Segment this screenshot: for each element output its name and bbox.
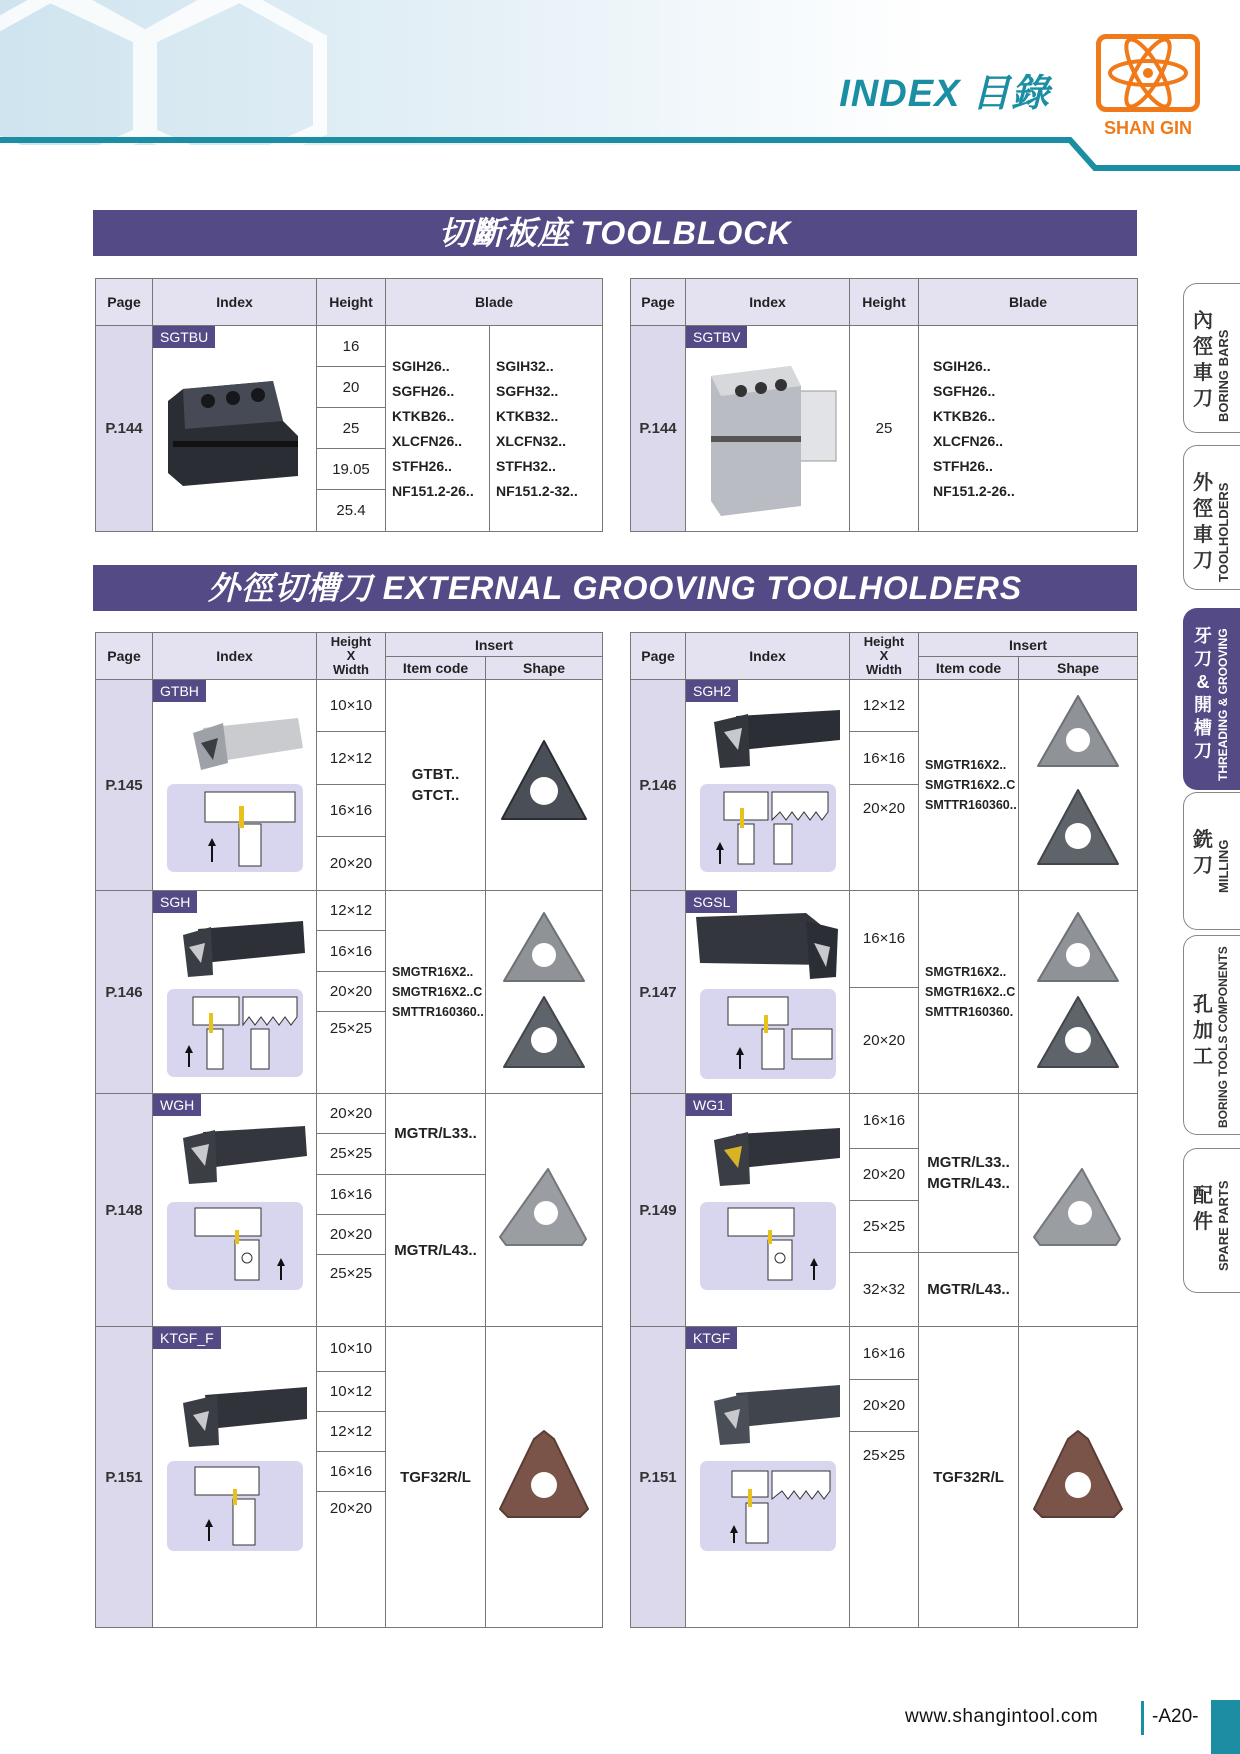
insert-codes — [919, 680, 1019, 891]
blade-list — [919, 326, 1138, 532]
tgf-insert-icon — [1028, 1425, 1128, 1525]
size-value: 25×25 — [850, 1431, 919, 1627]
size-value: 16×16 — [317, 1451, 386, 1491]
toolblock-sgtbu-image — [163, 381, 308, 491]
ktgf-diagram — [700, 1461, 836, 1551]
side-tab-en-label: MILLING — [1216, 839, 1231, 893]
col-header-height-width — [850, 633, 919, 680]
size-value: 20×20 — [317, 1492, 386, 1628]
insert-shape-cell — [486, 1327, 603, 1628]
blade-code: SGFH26.. — [933, 382, 996, 399]
size-value: 12×12 — [317, 891, 386, 931]
blade-code: STFH26.. — [392, 457, 452, 474]
col-header-blade: Blade — [386, 279, 603, 326]
blade-code: SGIH26.. — [933, 357, 991, 374]
index-cell-gtbh — [153, 680, 317, 891]
index-cell-wg1 — [686, 1094, 850, 1327]
index-title: INDEX 目錄 — [839, 73, 1050, 115]
grooving-banner: 外徑切槽刀 EXTERNAL GROOVING TOOLHOLDERS — [93, 565, 1137, 611]
side-tab-zh-label: 內徑車刀 — [1193, 310, 1213, 410]
col-header-height: Height — [850, 279, 919, 326]
side-tab-boring-bars[interactable] — [1183, 283, 1240, 433]
page-header — [0, 0, 1240, 175]
size-value: 12×12 — [317, 1411, 386, 1451]
size-value: 20×20 — [850, 784, 919, 891]
insert-shape-cell — [1019, 1327, 1138, 1628]
sgsl-holder-image — [696, 913, 841, 983]
insert-code: SMGTR16X2..C — [925, 778, 1016, 793]
side-tab-zh-label: 孔加工 — [1193, 994, 1213, 1068]
insert-codes — [386, 1094, 486, 1174]
ktgf-f-holder-image — [183, 1385, 308, 1449]
side-tab-spare-parts[interactable] — [1183, 1148, 1240, 1293]
col-header-blade: Blade — [919, 279, 1138, 326]
blade-list-26 — [386, 326, 490, 532]
header-line: Width — [866, 662, 902, 678]
insert-code: TGF32R/L — [933, 1468, 1004, 1486]
col-header-index: Index — [153, 633, 317, 680]
page-ref: P.146 — [631, 680, 686, 891]
size-value: 12×12 — [317, 732, 386, 784]
side-tab-en-label: THREADING & GROOVING — [1216, 628, 1230, 781]
machining-diagram-icon — [700, 989, 836, 1079]
height-value: 16 — [317, 326, 386, 367]
side-tab-en-label: SPARE PARTS — [1216, 1180, 1231, 1271]
triangle-insert-pair-icon — [496, 905, 592, 1075]
col-header-height: Height — [317, 279, 386, 326]
machining-diagram-icon — [700, 784, 836, 872]
insert-codes — [386, 1327, 486, 1628]
triangle-insert-pair-icon — [1030, 688, 1126, 878]
size-value: 25×25 — [317, 1134, 386, 1174]
blade-code: NF151.2-26.. — [392, 482, 474, 499]
toolblock-banner: 切斷板座 TOOLBLOCK — [93, 210, 1137, 256]
machining-diagram-icon — [700, 1202, 836, 1290]
col-header-index: Index — [686, 279, 850, 326]
header-line: X — [879, 648, 889, 664]
insert-code: MGTR/L43.. — [927, 1175, 1010, 1193]
header-line: X — [346, 648, 356, 664]
col-header-shape: Shape — [486, 657, 603, 680]
side-tab-zh-label: 外徑車刀 — [1193, 472, 1213, 572]
wg1-diagram — [700, 1202, 836, 1290]
size-value: 25×25 — [317, 1011, 386, 1093]
model-tag: WG1 — [686, 1094, 732, 1116]
grooving-table-right — [630, 632, 1138, 1628]
col-header-insert: Insert — [919, 633, 1138, 657]
index-cell-ktgf — [686, 1327, 850, 1628]
insert-codes — [919, 1253, 1019, 1327]
header-line: Height — [330, 634, 372, 650]
insert-code: GTCT.. — [411, 787, 460, 805]
size-value: 20×20 — [850, 1148, 919, 1200]
size-value: 16×16 — [317, 784, 386, 836]
footer-accent-bar — [1211, 1700, 1240, 1754]
side-tab-en-label: TOOLHOLDERS — [1216, 482, 1231, 582]
col-header-item-code: Item code — [386, 657, 486, 680]
index-cell-wgh — [153, 1094, 317, 1327]
shan-gin-logo — [1096, 34, 1200, 112]
col-header-page: Page — [631, 279, 686, 326]
blade-code: XLCFN32.. — [496, 432, 567, 449]
page-ref: P.151 — [631, 1327, 686, 1628]
insert-code: TGF32R/L — [400, 1468, 471, 1486]
size-value: 16×16 — [850, 1094, 919, 1148]
blade-code: SGIH26.. — [392, 357, 450, 374]
col-header-item-code: Item code — [919, 657, 1019, 680]
insert-code: MGTR/L33.. — [394, 1125, 477, 1143]
insert-shape-cell — [486, 680, 603, 891]
blade-code: NF151.2-26.. — [933, 482, 1015, 499]
side-tab-milling[interactable] — [1183, 792, 1240, 930]
wgh-holder-image — [183, 1122, 308, 1187]
page-ref: P.151 — [96, 1327, 153, 1628]
size-value: 16×16 — [317, 931, 386, 971]
ktgf-holder-image — [714, 1383, 842, 1447]
tgf-insert-icon — [494, 1425, 594, 1525]
insert-shape-cell — [486, 891, 603, 1094]
gtbh-diagram — [167, 784, 303, 872]
col-header-height-width — [317, 633, 386, 680]
insert-codes — [919, 891, 1019, 1094]
insert-code: SMGTR16X2..C — [925, 985, 1016, 1000]
footer-divider — [1141, 1701, 1144, 1735]
side-tab-toolholders[interactable] — [1183, 445, 1240, 590]
page-ref: P.146 — [96, 891, 153, 1094]
blade-code: SGIH32.. — [496, 357, 554, 374]
index-cell-sgh2 — [686, 680, 850, 891]
side-tab-en-label: BORING BARS — [1216, 329, 1231, 422]
size-value: 20×20 — [850, 1379, 919, 1431]
machining-diagram-icon — [700, 1461, 836, 1551]
side-tab-threading-grooving[interactable] — [1183, 608, 1240, 790]
insert-code: MGTR/L43.. — [927, 1281, 1010, 1299]
header-decoration — [0, 0, 1240, 175]
height-value: 25.4 — [317, 490, 386, 532]
size-value: 20×20 — [850, 987, 919, 1094]
insert-code: SMTTR160360. — [925, 1005, 1014, 1020]
insert-code: MGTR/L33.. — [927, 1154, 1010, 1172]
side-tab-en-label: BORING TOOLS COMPONENTS — [1216, 946, 1230, 1128]
model-tag: SGH2 — [686, 680, 738, 702]
index-cell-sgtbv — [686, 326, 850, 532]
height-value: 20 — [317, 367, 386, 408]
blade-list-32 — [490, 326, 603, 532]
toolblock-sgtbv-image — [706, 366, 841, 516]
col-header-page: Page — [96, 633, 153, 680]
height-value: 25 — [850, 326, 919, 532]
blade-code: STFH32.. — [496, 457, 556, 474]
index-cell-sgsl — [686, 891, 850, 1094]
blade-code: KTKB26.. — [933, 407, 996, 424]
wg1-holder-image — [714, 1124, 842, 1188]
page-ref: P.148 — [96, 1094, 153, 1327]
insert-codes — [919, 1327, 1019, 1628]
page-number: -A20- — [1152, 1706, 1199, 1727]
size-value: 16×16 — [850, 891, 919, 987]
header-line: Width — [333, 662, 369, 678]
blade-code: KTKB26.. — [392, 407, 455, 424]
model-tag: SGTBU — [153, 326, 215, 348]
size-value: 10×12 — [317, 1371, 386, 1411]
insert-code: SMGTR16X2.. — [925, 758, 1007, 773]
size-value: 20×20 — [317, 1094, 386, 1134]
insert-codes — [386, 1174, 486, 1327]
footer-website-link[interactable]: www.shangintool.com — [905, 1706, 1099, 1727]
model-tag: SGSL — [686, 891, 737, 913]
insert-code: MGTR/L43.. — [394, 1241, 477, 1259]
col-header-page: Page — [631, 633, 686, 680]
col-header-index: Index — [686, 633, 850, 680]
size-value: 16×16 — [317, 1174, 386, 1214]
machining-diagram-icon — [167, 989, 303, 1077]
index-cell-sgtbu — [153, 326, 317, 532]
insert-shape-cell — [486, 1094, 603, 1327]
size-value: 10×10 — [317, 1327, 386, 1371]
size-value: 16×16 — [850, 1327, 919, 1379]
height-value: 25 — [317, 408, 386, 449]
blade-code: NF151.2-32.. — [496, 482, 578, 499]
toolblock-table-right — [630, 278, 1138, 532]
sgh-diagram — [167, 989, 303, 1077]
insert-shape-cell — [1019, 1094, 1138, 1327]
page-ref: P.145 — [96, 680, 153, 891]
insert-code: SMTTR160360.. — [925, 798, 1017, 813]
insert-shape-cell — [1019, 680, 1138, 891]
blade-code: XLCFN26.. — [933, 432, 1004, 449]
machining-diagram-icon — [167, 1202, 303, 1290]
model-tag: GTBH — [153, 680, 206, 702]
model-tag: KTGF_F — [153, 1327, 221, 1349]
ktgf-f-diagram — [167, 1461, 303, 1551]
atom-logo-icon — [1101, 39, 1195, 107]
side-tab-zh-label: 銑刀 — [1193, 829, 1213, 877]
size-value: 16×16 — [850, 732, 919, 784]
triangle-insert-dark-icon — [496, 735, 592, 831]
insert-code: SMTTR160360.. — [392, 1005, 484, 1020]
index-cell-ktgf-f — [153, 1327, 317, 1628]
blade-code: STFH26.. — [933, 457, 993, 474]
blade-code: SGFH32.. — [496, 382, 559, 399]
sgh2-diagram — [700, 784, 836, 872]
size-value: 10×10 — [317, 680, 386, 732]
blade-code: SGFH26.. — [392, 382, 455, 399]
model-tag: WGH — [153, 1094, 201, 1116]
size-value: 32×32 — [850, 1253, 919, 1327]
size-value: 20×20 — [317, 1214, 386, 1254]
machining-diagram-icon — [167, 1461, 303, 1551]
gtbh-holder-image — [193, 708, 308, 773]
insert-code: SMGTR16X2.. — [392, 965, 474, 980]
index-cell-sgh — [153, 891, 317, 1094]
side-tab-zh-label: 配件 — [1193, 1185, 1213, 1233]
size-value: 25×25 — [317, 1254, 386, 1326]
side-tab-boring-tools[interactable] — [1183, 935, 1240, 1135]
sgsl-diagram — [700, 989, 836, 1079]
wg-insert-icon — [1030, 1163, 1126, 1253]
model-tag: SGH — [153, 891, 197, 913]
page-ref: P.144 — [631, 326, 686, 532]
grooving-table-left — [95, 632, 603, 1628]
wg-insert-icon — [496, 1163, 592, 1253]
insert-codes — [919, 1094, 1019, 1253]
col-header-shape: Shape — [1019, 657, 1138, 680]
page-ref: P.144 — [96, 326, 153, 532]
insert-code: SMGTR16X2..C — [392, 985, 483, 1000]
blade-code: XLCFN26.. — [392, 432, 463, 449]
page-ref: P.149 — [631, 1094, 686, 1327]
height-value: 19.05 — [317, 449, 386, 490]
triangle-insert-pair-icon — [1030, 905, 1126, 1075]
wgh-diagram — [167, 1202, 303, 1290]
sgh-holder-image — [183, 917, 308, 979]
size-value: 25×25 — [850, 1200, 919, 1252]
machining-diagram-icon — [167, 784, 303, 872]
col-header-page: Page — [96, 279, 153, 326]
insert-shape-cell — [1019, 891, 1138, 1094]
size-value: 12×12 — [850, 680, 919, 732]
toolblock-table-left — [95, 278, 603, 532]
model-tag: SGTBV — [686, 326, 747, 348]
insert-code: SMGTR16X2.. — [925, 965, 1007, 980]
sgh2-holder-image — [714, 706, 842, 770]
header-line: Height — [863, 634, 905, 650]
insert-codes — [386, 680, 486, 891]
model-tag: KTGF — [686, 1327, 737, 1349]
size-value: 20×20 — [317, 971, 386, 1011]
col-header-insert: Insert — [386, 633, 603, 657]
insert-code: GTBT.. — [411, 766, 460, 784]
logo-text: SHAN GIN — [1103, 118, 1192, 138]
page-ref: P.147 — [631, 891, 686, 1094]
size-value: 20×20 — [317, 836, 386, 890]
blade-code: KTKB32.. — [496, 407, 559, 424]
insert-codes — [386, 891, 486, 1094]
side-tab-zh-label: 牙刀&開槽刀 — [1194, 626, 1212, 761]
col-header-index: Index — [153, 279, 317, 326]
